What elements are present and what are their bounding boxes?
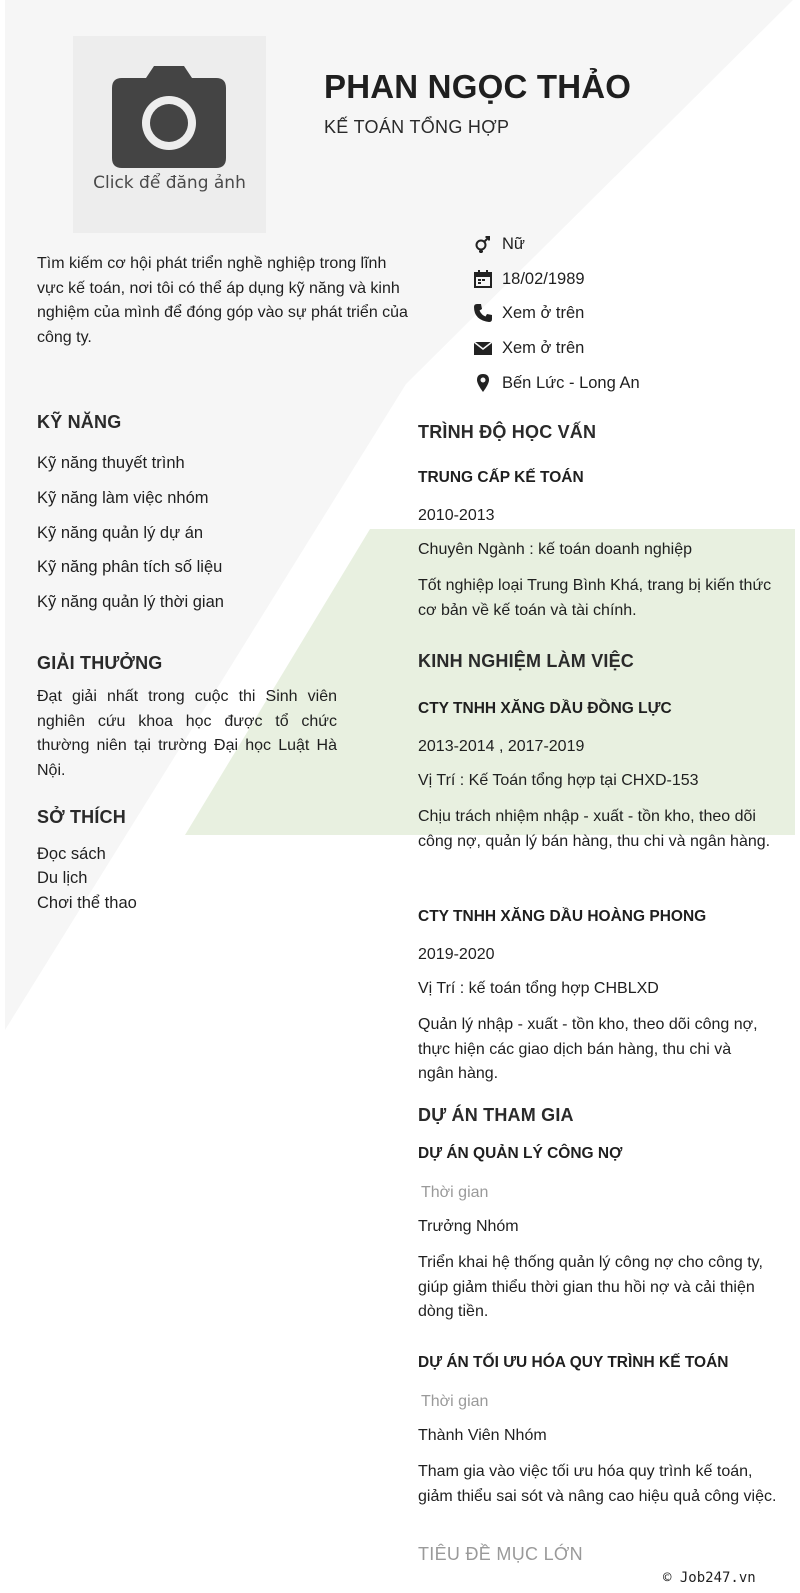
contact-address	[472, 370, 640, 396]
skill-item: Kỹ năng quản lý thời gian	[37, 593, 224, 611]
project-role: Thành Viên Nhóm	[418, 1427, 547, 1444]
skill-item: Kỹ năng phân tích số liệu	[37, 558, 223, 576]
education-heading: TRÌNH ĐỘ HỌC VẤN	[418, 422, 597, 442]
career-objective: Tìm kiếm cơ hội phát triển nghề nghiệp trong lĩnh vực kế toán, nơi tôi có thể áp dụng kỹ năng và kinh nghiệm của mình để đóng góp vào sự phát triển của công ty.	[37, 255, 408, 346]
gender-value: Nữ	[502, 234, 525, 253]
photo-upload-label: Click để đăng ảnh	[93, 173, 246, 193]
hobby-item: Chơi thể thao	[37, 894, 137, 912]
placeholder-section-heading[interactable]: TIÊU ĐỀ MỤC LỚN	[418, 1544, 583, 1564]
job-title: KẾ TOÁN TỔNG HỢP	[324, 117, 510, 137]
experience-heading: KINH NGHIỆM LÀM VIỆC	[418, 651, 635, 671]
location-pin-icon	[472, 372, 494, 394]
skills-heading: KỸ NĂNG	[37, 412, 122, 432]
footer-copyright: © Job247.vn	[663, 1570, 756, 1586]
awards-heading: GIẢI THƯỞNG	[37, 653, 163, 673]
birthday-value: 18/02/1989	[502, 269, 585, 288]
camera-icon	[110, 64, 228, 168]
hobbies-heading: SỞ THÍCH	[37, 807, 126, 827]
project-role: Trưởng Nhóm	[418, 1218, 519, 1235]
job-period: 2019-2020	[418, 946, 495, 963]
project-time: Thời gian	[421, 1184, 489, 1201]
hobby-item: Du lịch	[37, 869, 88, 887]
project-name: DỰ ÁN QUẢN LÝ CÔNG NỢ	[418, 1145, 623, 1162]
education-description: Tốt nghiệp loại Trung Bình Khá, trang bị kiến thức cơ bản về kế toán và tài chính.	[418, 577, 772, 619]
envelope-icon	[472, 337, 494, 359]
award-description: Đạt giải nhất trong cuộc thi Sinh viên nghiên cứu khoa học được tổ chức thường niên tại trường Đại học Luật Hà Nội.	[37, 688, 337, 779]
skill-item: Kỹ năng quản lý dự án	[37, 524, 204, 542]
contact-gender	[472, 231, 525, 257]
contact-email	[472, 335, 584, 361]
candidate-name: PHAN NGỌC THẢO	[324, 68, 632, 105]
skill-item: Kỹ năng làm việc nhóm	[37, 489, 209, 507]
project-description: Tham gia vào việc tối ưu hóa quy trình kế toán, giảm thiểu sai sót và nâng cao hiệu quả công việc.	[418, 1463, 777, 1505]
gender-icon	[472, 233, 494, 255]
project-time: Thời gian	[421, 1393, 489, 1410]
email-value: Xem ở trên	[502, 338, 585, 357]
job-description: Quản lý nhập - xuất - tồn kho, theo dõi công nợ, thực hiện các giao dịch bán hàng, thu chi và ngân hàng.	[418, 1016, 758, 1082]
address-value: Bến Lức - Long An	[502, 373, 640, 392]
job-period: 2013-2014 , 2017-2019	[418, 738, 585, 755]
calendar-icon	[472, 268, 494, 290]
education-period: 2010-2013	[418, 507, 495, 524]
phone-icon	[472, 302, 494, 324]
phone-value: Xem ở trên	[502, 303, 585, 322]
project-name: DỰ ÁN TỐI ƯU HÓA QUY TRÌNH KẾ TOÁN	[418, 1354, 729, 1371]
projects-heading: DỰ ÁN THAM GIA	[418, 1105, 574, 1125]
job-position: Vị Trí : kế toán tổng hợp CHBLXD	[418, 980, 659, 997]
contact-birthday	[472, 266, 585, 292]
education-school: TRUNG CẤP KẾ TOÁN	[418, 469, 584, 486]
skill-item: Kỹ năng thuyết trình	[37, 454, 185, 472]
project-description: Triển khai hệ thống quản lý công nợ cho công ty, giúp giảm thiểu thời gian thu hồi nợ và cải thiện dòng tiền.	[418, 1254, 763, 1320]
hobby-item: Đọc sách	[37, 845, 106, 863]
job-position: Vị Trí : Kế Toán tổng hợp tại CHXD-153	[418, 772, 699, 789]
photo-upload-placeholder[interactable]	[73, 36, 266, 233]
education-major: Chuyên Ngành : kế toán doanh nghiệp	[418, 541, 692, 558]
job-company: CTY TNHH XĂNG DẦU HOÀNG PHONG	[418, 908, 707, 925]
contact-phone	[472, 300, 584, 326]
job-description: Chịu trách nhiệm nhập - xuất - tồn kho, theo dõi công nợ, quản lý bán hàng, thu chi và ngân hàng.	[418, 808, 771, 850]
job-company: CTY TNHH XĂNG DẦU ĐỒNG LỰC	[418, 700, 672, 717]
